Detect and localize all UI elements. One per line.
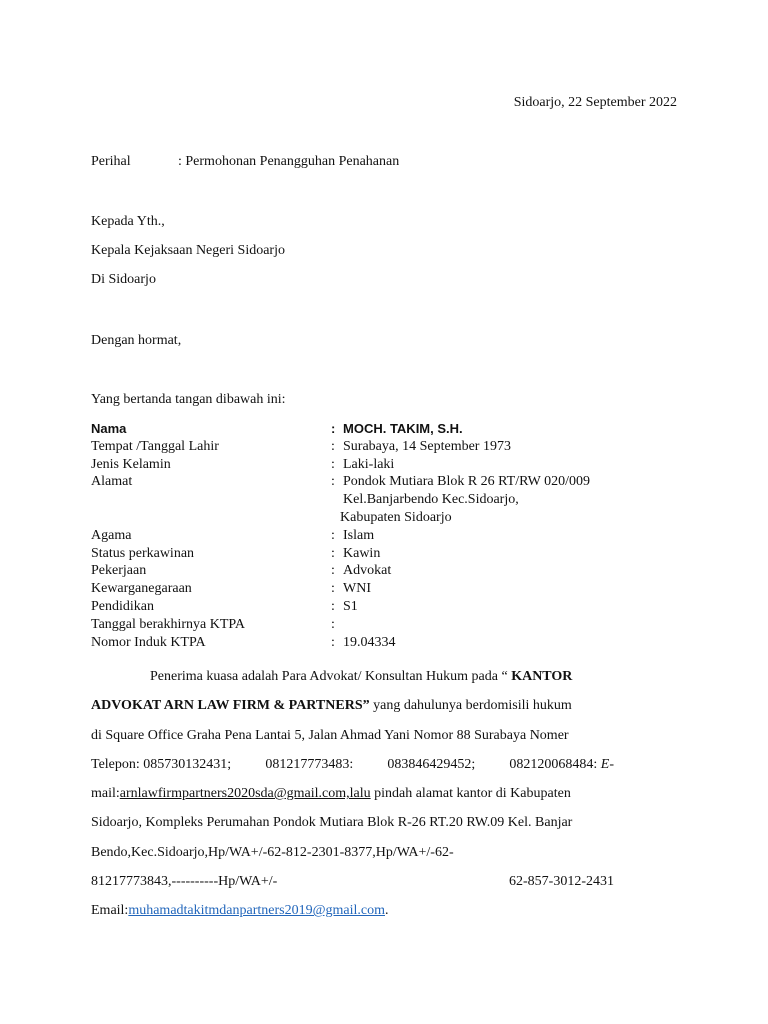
body-text: Bendo,Kec.Sidoarjo,Hp/WA+/-62-812-2301-8377,Hp/WA+/-62-: [91, 844, 454, 860]
body-text: pindah alamat kantor di Kabupaten: [374, 786, 571, 802]
pendidikan-label: Pendidikan: [91, 598, 154, 614]
pendidikan-value: S1: [343, 598, 358, 614]
pekerjaan-label: Pekerjaan: [91, 563, 147, 579]
firm-name-part1: KANTOR: [511, 669, 573, 684]
kewarganegaraan-value: WNI: [343, 581, 371, 597]
email-label: Email:: [91, 903, 129, 919]
alamat-line3: Kabupaten Sidoarjo: [340, 509, 452, 525]
no-ktpa-label: Nomor Induk KTPA: [91, 634, 206, 650]
colon: :: [331, 421, 336, 436]
recipient-location: Di Sidoarjo: [91, 272, 156, 287]
agama-value: Islam: [343, 527, 375, 543]
status-value: Kawin: [343, 545, 381, 561]
colon: :: [331, 527, 335, 543]
phone-2: 081217773483:: [265, 756, 354, 772]
alamat-line2: Kel.Banjarbendo Kec.Sidoarjo,: [343, 492, 519, 508]
colon: :: [331, 581, 335, 597]
body-text: mail:: [91, 786, 120, 802]
alamat-line1: Pondok Mutiara Blok R 26 RT/RW 020/009: [343, 474, 591, 490]
colon: :: [331, 474, 335, 490]
phone-5: 81217773843,----------Hp/WA+/-: [91, 874, 278, 890]
old-email-link[interactable]: arnlawfirmpartners2020sda@gmail.com,lalu: [119, 786, 371, 802]
nama-label: Nama: [91, 421, 127, 436]
ttl-value: Surabaya, 14 September 1973: [343, 438, 511, 454]
body-paragraph: [91, 662, 614, 926]
firm-name-part2: ADVOKAT ARN LAW FIRM & PARTNERS”: [91, 698, 370, 714]
body-line-8: [91, 867, 614, 896]
pekerjaan-value: Advokat: [343, 563, 392, 579]
recipient-name: Kepala Kejaksaan Negeri Sidoarjo: [91, 243, 285, 258]
recipient-salutation: Kepada Yth.,: [91, 214, 165, 229]
greeting: Dengan hormat,: [91, 333, 182, 348]
colon: :: [331, 456, 335, 472]
body-line-7: [91, 838, 614, 867]
subject-label: Perihal: [91, 154, 131, 169]
body-line-5: [91, 779, 614, 808]
no-ktpa-value: 19.04334: [343, 634, 396, 650]
body-text: Sidoarjo, Kompleks Perumahan Pondok Mutiara Blok R-26 RT.20 RW.09 Kel. Banjar: [91, 815, 573, 831]
body-line-4: [91, 750, 614, 779]
status-label: Status perkawinan: [91, 545, 195, 561]
jk-value: Laki-laki: [343, 456, 395, 472]
colon: :: [331, 438, 335, 454]
phone-4-text: 082120068484:: [509, 756, 598, 772]
phone-6: 62-857-3012-2431: [509, 874, 614, 890]
colon: :: [331, 563, 335, 579]
body-line-1: [91, 662, 614, 691]
nama-value: MOCH. TAKIM, S.H.: [343, 421, 463, 436]
colon: :: [331, 634, 335, 650]
body-text: yang dahulunya berdomisili hukum: [373, 698, 572, 714]
ttl-label: Tempat /Tanggal Lahir: [91, 438, 219, 454]
body-line-3: [91, 721, 614, 750]
email-prefix: E-: [600, 756, 614, 772]
body-line-6: [91, 808, 614, 837]
phone-4: [509, 750, 614, 779]
letter-date: Sidoarjo, 22 September 2022: [513, 95, 677, 110]
phone-1: Telepon: 085730132431;: [91, 756, 232, 772]
colon: :: [331, 616, 335, 632]
body-line-9: [91, 896, 614, 925]
kewarganegaraan-label: Kewarganegaraan: [91, 581, 192, 597]
new-email-link[interactable]: muhamadtakitmdanpartners2019@gmail.com: [128, 903, 385, 919]
colon: :: [331, 598, 335, 614]
intro-sentence: Yang bertanda tangan dibawah ini:: [91, 392, 286, 407]
tgl-ktpa-label: Tanggal berakhirnya KTPA: [91, 616, 246, 632]
body-line-2: [91, 691, 614, 720]
colon: :: [331, 545, 335, 561]
period: .: [385, 903, 389, 919]
alamat-label: Alamat: [91, 474, 133, 490]
subject-value: : Permohonan Penangguhan Penahanan: [178, 154, 400, 169]
jk-label: Jenis Kelamin: [91, 456, 171, 472]
phone-3: 083846429452;: [387, 756, 476, 772]
body-text: di Square Office Graha Pena Lantai 5, Jalan Ahmad Yani Nomor 88 Surabaya Nomer: [91, 727, 569, 743]
agama-label: Agama: [91, 527, 132, 543]
body-text: Penerima kuasa adalah Para Advokat/ Konsultan Hukum pada “: [150, 669, 508, 684]
